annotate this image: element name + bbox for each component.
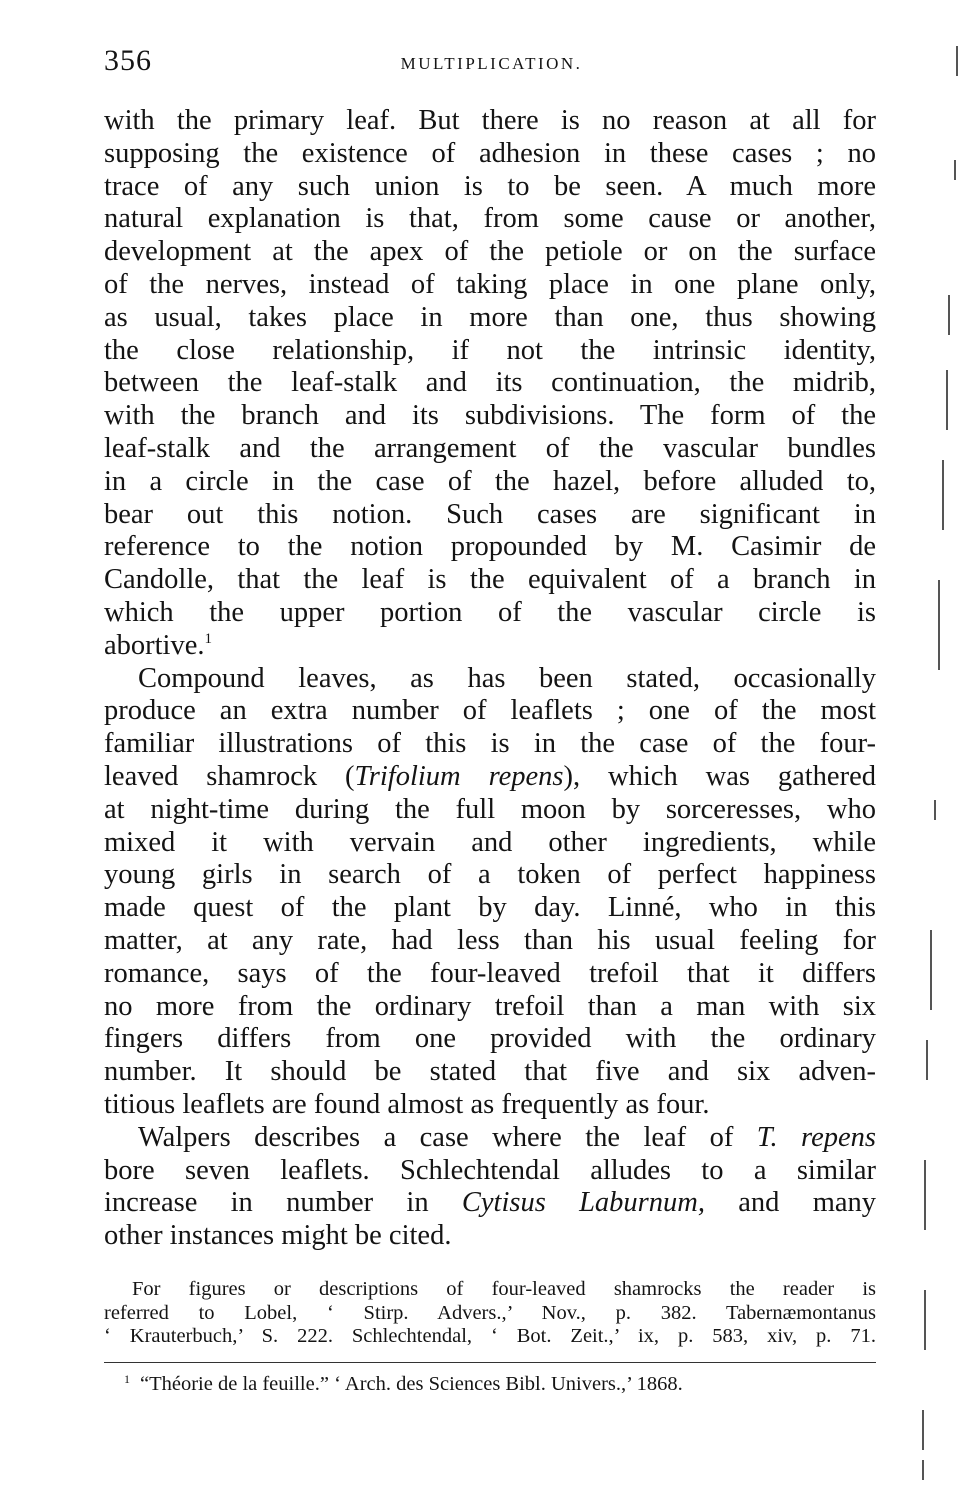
- text-line: no more from the ordinary trefoil than a man with six: [104, 990, 876, 1022]
- italic-species-name: Cytisus Laburnum,: [461, 1187, 705, 1219]
- footnote: [124, 1371, 864, 1397]
- text-line: familiar illustrations of this is in the case of the four-: [104, 728, 876, 760]
- text-line: made quest of the plant by day. Linné, who in this: [104, 892, 876, 924]
- text-line: natural explanation is that, from some cause or another,: [104, 203, 876, 235]
- note-line: For figures or descriptions of four-leaved shamrocks the reader is: [132, 1278, 876, 1300]
- text-line: mixed it with vervain and other ingredients, while: [104, 826, 876, 858]
- text-line: between the leaf-stalk and its continuation, the midrib,: [104, 367, 876, 399]
- running-head: MULTIPLICATION.: [400, 54, 583, 73]
- text-line: as usual, takes place in more than one, thus showing: [104, 301, 876, 333]
- footnote-text: “Théorie de la feuille.” ‘ Arch. des Sciences Bibl. Univers.,’ 1868.: [140, 1373, 683, 1395]
- text-line: of the nerves, instead of taking place in one plane only,: [104, 268, 876, 300]
- page-header: [104, 44, 879, 84]
- text-line: matter, at any rate, had less than his usual feeling for: [104, 924, 876, 956]
- text-run: and many: [704, 1187, 877, 1219]
- text-run: abortive.: [104, 629, 205, 661]
- text-line: bear out this notion. Such cases are significant in: [104, 498, 876, 530]
- text-line: [104, 630, 876, 663]
- text-line: young girls in search of a token of perfect happiness: [104, 859, 876, 891]
- text-line: other instances might be cited.: [104, 1220, 452, 1252]
- text-line: which the upper portion of the vascular circle is: [104, 596, 876, 628]
- text-run: increase in number in: [104, 1187, 462, 1219]
- footnote-mark: 1: [124, 1372, 130, 1386]
- text-line: development at the apex of the petiole or on the surface: [104, 236, 876, 268]
- note-line: referred to Lobel, ‘ Stirp. Advers.,’ Nov., p. 382. Tabernæmontanus: [104, 1301, 876, 1324]
- text-line: bore seven leaflets. Schlechtendal alludes to a similar: [104, 1154, 876, 1186]
- bibliographic-note: [104, 1278, 876, 1349]
- text-line: supposing the existence of adhesion in these cases ; no: [104, 137, 876, 169]
- text-run: ), which was gathered: [563, 760, 876, 792]
- text-line: the close relationship, if not the intrinsic identity,: [104, 334, 876, 366]
- text-line: romance, says of the four-leaved trefoil that it differs: [104, 957, 876, 989]
- text-line: Compound leaves, as has been stated, occasionally: [138, 662, 876, 694]
- text-line: [104, 761, 876, 794]
- note-line: ‘ Krauterbuch,’ S. 222. Schlechtendal, ‘ Bot. Zeit.,’ ix, p. 583, xiv, p. 71.: [104, 1325, 876, 1347]
- text-line: [104, 1122, 876, 1155]
- italic-species-name: T. repens: [756, 1121, 876, 1153]
- text-line: with the branch and its subdivisions. The form of the: [104, 400, 876, 432]
- italic-species-name: Trifolium repens: [354, 760, 564, 792]
- body-text: [104, 105, 876, 1253]
- text-line: Candolle, that the leaf is the equivalent of a branch in: [104, 564, 876, 596]
- text-line: fingers differs from one provided with the ordinary: [104, 1023, 876, 1055]
- page-number: 356: [104, 44, 152, 77]
- text-run: Walpers describes a case where the leaf of: [138, 1121, 757, 1153]
- text-line: at night-time during the full moon by sorceresses, who: [104, 793, 876, 825]
- text-line: titious leaflets are found almost as frequently as four.: [104, 1088, 710, 1120]
- text-line: reference to the notion propounded by M. Casimir de: [104, 531, 876, 563]
- text-line: in a circle in the case of the hazel, before alluded to,: [104, 465, 876, 497]
- text-line: trace of any such union is to be seen. A much more: [104, 170, 876, 202]
- binding-shadow-marks: [930, 40, 962, 1496]
- text-run: leaved shamrock (: [104, 760, 355, 792]
- text-line: [104, 1187, 876, 1220]
- footnote-divider: [104, 1362, 876, 1363]
- text-line: produce an extra number of leaflets ; one of the most: [104, 695, 876, 727]
- footnote-reference: 1: [204, 630, 213, 647]
- text-line: with the primary leaf. But there is no reason at all for: [104, 105, 876, 136]
- text-line: leaf-stalk and the arrangement of the vascular bundles: [104, 432, 876, 464]
- text-line: number. It should be stated that five and six adven-: [104, 1056, 876, 1088]
